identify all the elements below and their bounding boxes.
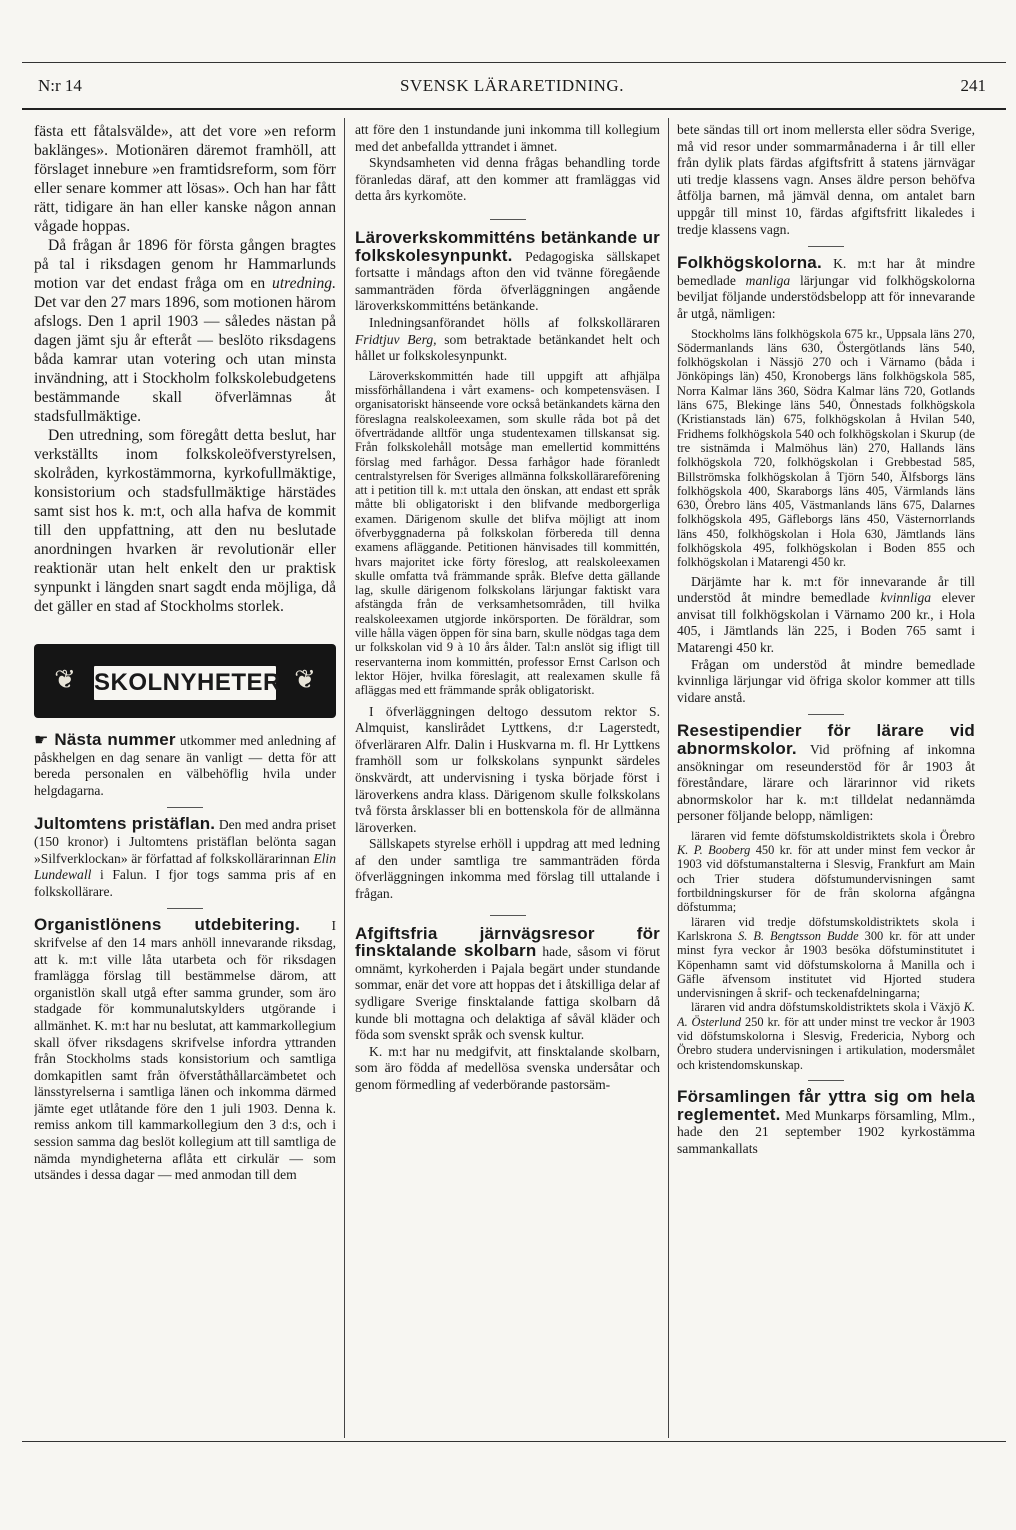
separator	[490, 219, 526, 220]
ornament-icon: ❦	[294, 665, 316, 694]
column-rule-2	[668, 118, 669, 1438]
stipend-item: läraren vid femte döfstumskoldistriktets skola i Örebro K. P. Booberg 450 kr. för att under minst fem veckor år 1903 vid döfstumanstalterna i Slesvig, Frankfurt am Main och Trier studera döfstumundervisningen samt fortbildningskurser för de från skolorna afgångna döfstumma;	[677, 828, 975, 915]
pointing-hand-icon: ☛	[34, 732, 49, 749]
article-paragraph: Därjämte har k. m:t för innevarande år till understöd åt mindre bemedlade kvinnliga elever anvisat till folkhögskolan i Värnamo 200 kr., i Hola 405, i Jämtlands län 225, i Boden 765 samt i Matarengi 450 kr.	[677, 573, 975, 655]
article-paragraph: fästa ett fåtalsvälde», att det vore »en reform baklänges». Motionären däremot framhöll, att förslaget innebure »en framtidsreform, som förr eller senare kommer att lösas». Och han har fått rätt, tidigare än han eller kanske någon annan vågade hoppas.	[34, 123, 336, 235]
skolnyheter-banner	[34, 644, 336, 718]
column-2	[355, 122, 660, 1432]
news-heading: Afgiftsfria järnvägsresor för finsktalande skolbarn	[355, 923, 660, 961]
article-paragraph: Skyndsamheten vid denna frågas behandling torde föranledas däraf, att den kommer att framläggas vid detta års kyrkomöte.	[355, 155, 660, 204]
article-paragraph: att före den 1 instundande juni inkomma till kollegium med det anbefallda yttrandet i ämnet.	[355, 122, 660, 154]
bottom-rule	[22, 1441, 1006, 1442]
separator	[808, 1080, 844, 1081]
news-item-forsamlingen: Församlingen får yttra sig om hela reglementet. Med Munkarps församling, Mlm., hade den 21 september 1902 kyrkostämma sammankallats	[677, 1086, 975, 1156]
separator	[808, 246, 844, 247]
page-number: 241	[960, 76, 986, 95]
news-item-resestipendier: Resestipendier för lärare vid abnormskolor. Vid pröfning af inkomna ansökningar om reseunderstöd för år 1903 åt föreståndare, lärare och lärarinnor vid rikets abnormskolor har k. m:t tilldelat nedannämda personer följande belopp, nämligen:	[677, 721, 975, 824]
article-paragraph: Då frågan år 1896 för första gången bragtes på tal i riksdagen genom hr Hammarlunds motion var det endast fråga om en utredning. Det var den 27 mars 1896, som motionen härom afslogs. Den 1 april 1903 — således nästan på dagen jämt sju år efteråt — beslöto riksdagens båda kamrar utan votering och utan minsta invändning, att i Stockholm folkskolebudgetens bestämmande skall öfverlämnas åt stadsfullmäktige.	[34, 237, 336, 425]
article-paragraph: Den utredning, som föregått detta beslut, har verkställts inom folkskoleöfverstyrelsen, skolråden, kyrkostämmorna, kyrkofullmäktige, konsistorium och stadsfullmäktige härstädes samt sist hos k. m:t, och alla hafva de kommit till den uppfattning, att den nu beslutade anordningen hvarken är revolutionär eller reaktionär utan helt enkelt den ur praktisk synpunkt i längden snart sagdt enda möjliga, då det gäller en stad af Stockholms storlek.	[34, 427, 336, 615]
section-title: SKOLNYHETER	[92, 664, 278, 702]
news-heading: Jultomtens pristäflan.	[34, 814, 216, 834]
separator	[167, 908, 203, 909]
news-item-jultomten: Jultomtens pristäflan. Den med andra priset (150 kronor) i Jultomtens pristäflan belönta sagan »Silfverklockan» är författad af folkskollärarinnan Elin Lundewall i Falun. I fjor togs samma pris af en folkskollärare.	[34, 814, 336, 899]
ornament-icon: ❦	[54, 665, 76, 694]
column-3	[677, 122, 975, 1432]
column-rule-1	[344, 118, 345, 1438]
news-heading: Församlingen får yttra sig om hela reglementet.	[677, 1086, 975, 1124]
article-paragraph: K. m:t har nu medgifvit, att finsktalande skolbarn, som äro födda af medellösa svenska undersåtar och genom förmedling af vederbörande pastorsäm-	[355, 1043, 660, 1093]
article-paragraph: Frågan om understöd åt mindre bemedlade kvinnliga lärjungar vid öfriga skolor kommer att tills vidare anstå.	[677, 656, 975, 705]
news-heading: Resestipendier för lärare vid abnormskolor.	[677, 721, 975, 758]
page-header	[38, 76, 986, 100]
stipend-item: läraren vid tredje döfstumskoldistriktets skola i Karlskrona S. B. Bengtsson Budde 300 kr. för att under minst fyra veckor år 1903 besöka döfstuminstitutet i Köpenhamn samt vid döfstumskolorna å Manilla och i Gäfle äfvensom institutet vid Hjorted studera undervisningen å skrif- och teckenafdelningarna;	[677, 914, 975, 1001]
news-heading: Nästa nummer	[54, 730, 176, 749]
stipend-item: läraren vid andra döfstumskoldistriktets skola i Växjö K. A. Österlund 250 kr. för att under minst tre veckor år 1903 vid döfstumskolorna i Slesvig, Fredericia, Nyborg och Örebro studera undervisningen i artikulation, modersmålet och kristendomskunskap.	[677, 1000, 975, 1072]
article-paragraph: Inledningsanförandet hölls af folkskolläraren Fridtjuv Berg, som betraktade betänkandet helt och hållet ur folkskolesynpunkt.	[355, 314, 660, 364]
news-item-laroverk: Läroverkskommitténs betänkande ur folkskolesynpunkt. Pedagogiska sällskapet fortsatte i måndags afton den vid tvänne föregående sammanträden förda öfverläggningen angående läroverkskommitténs betänkande.	[355, 227, 660, 314]
masthead-title: SVENSK LÄRARETIDNING.	[400, 76, 624, 95]
article-summary-small: Läroverkskommittén hade till uppgift att afhjälpa missförhållandena i vårt examens- och kompetensväsen. I organisatoriskt hänseende vore också betänkandets kärna den föreslagna realskoleexamen, som skulle råda bot på det öfverträdande alltför unga studentexamen tillskansat sig. Från folkskolehåll motsåge man emellertid kommitténs förslag med farhågor. Dessa farhågor hade föranledt centralstyrelsen för Sveriges allmänna folkskollärareförening att i petition till k. m:t uttala den önskan, att endast ett språk måtte bli obligatoriskt i den blifvande medborgerliga examen. Därigenom skulle det blifva möjligt att inom öfverbyggnaderna på folkskolan förbereda till denna examens afläggande. Petitionen hänvisades till kommittén, hvars majoritet icke förty föreslog, att realskoleexamen skulle omfatta två främmande språk. Blefve detta gällande lag, skulle därigenom folkskolans lärjungar faktiskt vara afstängda från de verksamhetsområden, till hvilka realskoleexamen utgjorde inkörsporten. De föräldrar, som ville hålla vägen öppen för sina barn, skulle nödgas taga dem ur folkskolan vid 9 à 10 års ålder. Tal:n anslöt sig ifligt till reservanterna inom kommittén, professor Ernst Carlson och lektor Höjer, hvilka föreslagit, att realexamen skulle få afläggas med ett främmande språk obligatoriskt.	[355, 368, 660, 698]
header-rule	[22, 108, 1006, 110]
column-1	[34, 122, 336, 1432]
news-heading: Läroverkskommitténs betänkande ur folkskolesynpunkt.	[355, 227, 660, 265]
news-heading: Organistlönens utdebitering.	[34, 915, 301, 935]
article-list-small: Stockholms läns folkhögskola 675 kr., Uppsala läns 270, Södermanlands läns 630, Östergötlands läns 540, folkhögskolan i Nässjö 270 och i Värnamo (båda i Jönköpings län) 450, Kronobergs läns folkhögskola 585, Norra Kalmar läns 360, Södra Kalmar läns 720, Gotlands läns 675, Blekinge läns 540, Önnestads folkhögskola (Kristianstads län) 675, folkhögskolan å Hvilan 540, Fridhems folkhögskola 540 och folkhögskolan i Skurup (de tre sistnämda i Malmöhus län) 270, Hallands läns folkhögskola 720, folkhögskolan i Grebbestad 585, Billströmska folkhögskolan å Tjörn 540, Älfsborgs läns folkhögskola 400, Skaraborgs läns 405, Värmlands läns 630, Örebro läns 405, Västmanlands läns 675, Dalarnes folkhögskola 495, Gäfleborgs läns 450, Västernorrlands läns 450, folkhögskolan i Hola 630, Jämtlands läns folkhögskola 495, folkhögskolan i Boden 855 och folkhögskolan i Matarengi 450 kr.	[677, 326, 975, 570]
top-border	[22, 62, 1006, 63]
news-item-folkhogskolorna: Folkhögskolorna. K. m:t har åt mindre bemedlade manliga lärjungar vid folkhögskolorna beviljat följande understödsbelopp att för innevarande år utgå, nämligen:	[677, 253, 975, 321]
news-item-organist: Organistlönens utdebitering. I skrifvelse af den 14 mars anhöll innevarande riksdag, att k. m:t ville låta utarbeta och för riksdagen framlägga förslag till bestämmelse därom, att organistlön skall utgå efter samma grunder, som äro stadgade för kommunalutskylders utgörande i allmänhet. K. m:t har nu beslutat, att kammarkollegium skall öfver riksdagens skrifvelse infordra yttranden från Stockholms stads konsistorium och samtliga domkapitlen samt från öfverståthållarcämbetet och länsstyrelserna i samtliga länen och inkomma därmed jämte eget utlåtande före den 1 juli 1903. Denna k. remiss ankom till kammarkollegium den 3 d:s, och i session samma dag beslöt kollegium att till samtliga de nämda myndigheterna aflåta ett cirkulär — som utsändes i dessa dagar — med anmodan till dem	[34, 915, 336, 1183]
separator	[167, 807, 203, 808]
issue-number: N:r 14	[38, 76, 82, 95]
news-heading: Folkhögskolorna.	[677, 253, 822, 273]
separator	[808, 714, 844, 715]
news-item-nasta: ☛ Nästa nummer utkommer med anledning af påskhelgen en dag senare än vanligt — detta för att bereda personalen en välbehöflig hvila under helgdagarna.	[34, 730, 336, 798]
separator	[490, 915, 526, 916]
news-item-afgiftsfria: Afgiftsfria järnvägsresor för finsktalande skolbarn hade, såsom vi förut omnämt, kyrkoherden i Pajala begärt under stundande sommar, enär det vore att hoppas det i åtskilliga delar af sydligare Sverige finsktalande fattiga skolbarn då kunde bli mottagna och delaktiga af såväl kläder och föda som svenskt språk och svensk kultur.	[355, 923, 660, 1043]
article-paragraph: I öfverläggningen deltogo dessutom rektor S. Almquist, kanslirådet Lyttkens, d:r Lagerstedt, öfverläraren Alfr. Dalin i Huskvarna m. fl. Hr Lyttkens framhöll som ur folkskolans synpunkt särdeles önskvärdt, att undervisning i tyska började först i läroverkens andra klass. Därigenom skulle folkskolans två första årsklasser bli en bottenskola för de allmänna läroverken.	[355, 703, 660, 835]
article-paragraph: bete sändas till ort inom mellersta eller södra Sverige, må vid resor under sommarmånaderna i år till eller från dylik plats färdas afgiftsfritt å statens järnvägar uti tredje klassens vagn. Anses äldre person behöfva åtfölja barnen, må jämväl denna, om antalet barn uppgår till minst 10, färdas afgiftsfritt likaledes i tredje klassens vagn.	[677, 122, 975, 237]
article-paragraph: Sällskapets styrelse erhöll i uppdrag att med ledning af den under samtliga tre sammanträden förda öfverläggningen inkomma med förslag till uttalande i frågan.	[355, 836, 660, 902]
